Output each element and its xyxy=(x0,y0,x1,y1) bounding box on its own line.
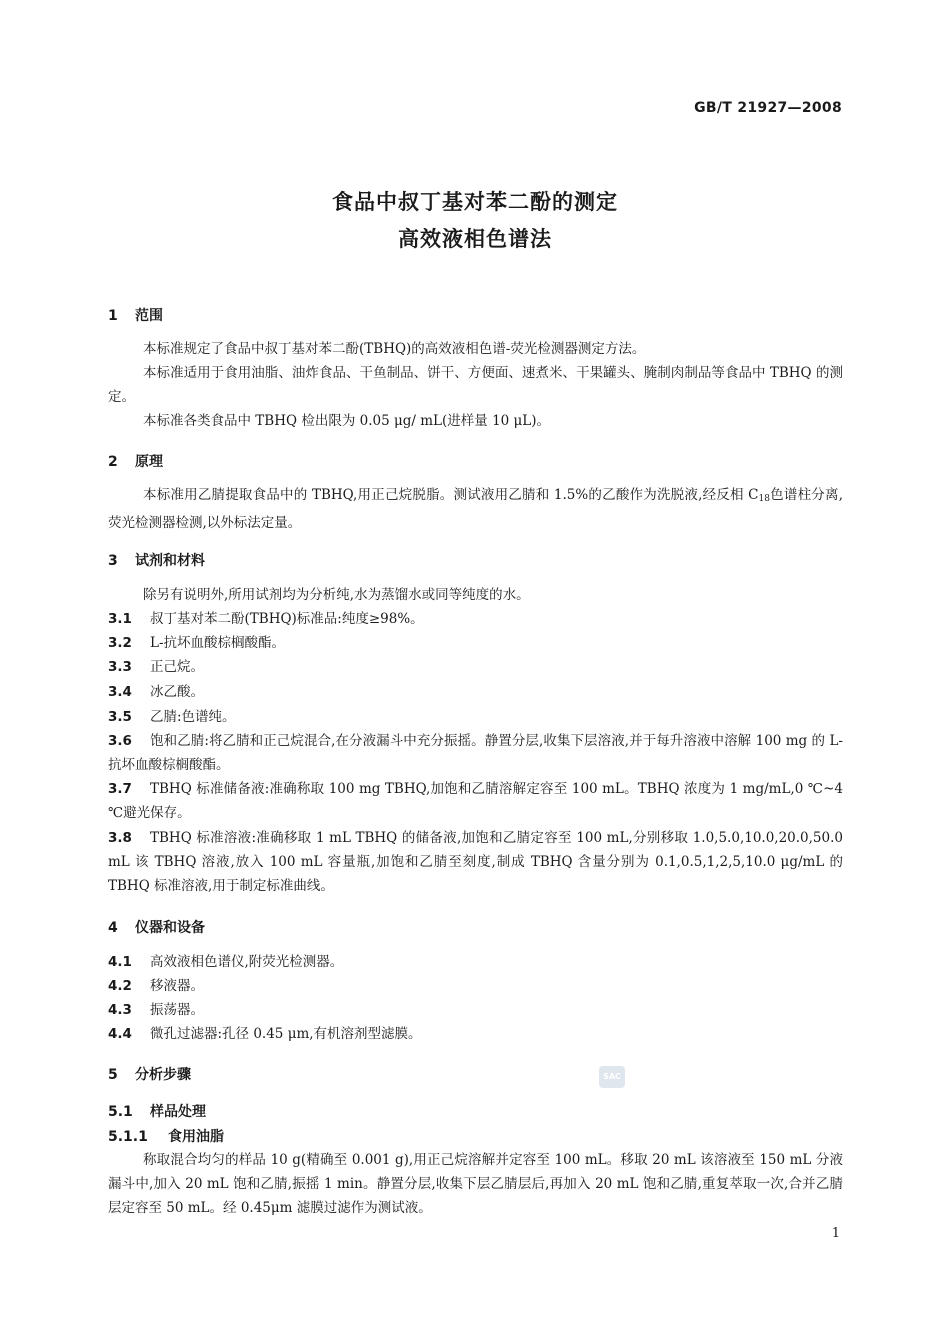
paragraph xyxy=(108,483,843,535)
document-title: 食品中叔丁基对苯二酚的测定 xyxy=(332,190,618,214)
item-number: 3.6 xyxy=(108,733,132,749)
page-number: 1 xyxy=(831,1226,840,1241)
section-number: 5.1 xyxy=(108,1104,133,1120)
subsection-5-1-heading xyxy=(108,1101,206,1121)
section-number: 4 xyxy=(108,920,118,936)
item-text: 叔丁基对苯二酚(TBHQ)标准品:纯度≥98%。 xyxy=(150,611,424,627)
item-number: 3.3 xyxy=(108,659,132,675)
section-3-heading xyxy=(108,550,205,570)
list-item xyxy=(108,950,843,974)
list-item xyxy=(108,826,843,898)
list-item xyxy=(108,680,843,704)
item-text: 饱和乙腈:将乙腈和正己烷混合,在分液漏斗中充分振摇。静置分层,收集下层溶液,并于每升溶液中溶解 100 mg 的 L-抗坏血酸棕榈酸酯。 xyxy=(108,733,843,773)
section-1-heading xyxy=(108,305,163,325)
item-text: 移液器。 xyxy=(150,978,204,994)
list-item xyxy=(108,1022,843,1046)
paragraph: 本标准各类食品中 TBHQ 检出限为 0.05 μg/ mL(进样量 10 μL)。 xyxy=(143,413,551,429)
item-number: 3.4 xyxy=(108,684,132,700)
document-subtitle: 高效液相色谱法 xyxy=(398,227,552,251)
list-item xyxy=(108,607,843,631)
subsection-5-1-1-heading xyxy=(108,1126,224,1146)
section-title: 范围 xyxy=(135,308,163,324)
item-number: 3.2 xyxy=(108,635,132,651)
item-number: 3.7 xyxy=(108,781,132,797)
section-5-heading xyxy=(108,1064,191,1084)
sac-watermark-logo: SAC xyxy=(599,1066,625,1088)
item-number: 3.5 xyxy=(108,709,132,725)
section-number: 1 xyxy=(108,308,118,324)
item-text: 高效液相色谱仪,附荧光检测器。 xyxy=(150,954,344,970)
item-number: 3.8 xyxy=(108,830,132,846)
item-text: 微孔过滤器:孔径 0.45 μm,有机溶剂型滤膜。 xyxy=(150,1026,422,1042)
section-title: 试剂和材料 xyxy=(135,553,205,569)
list-item xyxy=(108,974,843,998)
paragraph: 除另有说明外,所用试剂均为分析纯,水为蒸馏水或同等纯度的水。 xyxy=(143,587,530,603)
item-text: 振荡器。 xyxy=(150,1002,204,1018)
list-item xyxy=(108,705,843,729)
section-title: 分析步骤 xyxy=(135,1067,191,1083)
item-text: 冰乙酸。 xyxy=(150,684,204,700)
text-run: 本标准用乙腈提取食品中的 TBHQ,用正己烷脱脂。测试液用乙腈和 1.5%的乙酸作为洗脱液,经反相 C xyxy=(143,487,759,503)
paragraph: 本标准适用于食用油脂、油炸食品、干鱼制品、饼干、方便面、速煮米、干果罐头、腌制肉制品等食品中 TBHQ 的测定。 xyxy=(108,365,843,405)
section-number: 5.1.1 xyxy=(108,1129,148,1145)
paragraph: 称取混合均匀的样品 10 g(精确至 0.001 g),用正己烷溶解并定容至 100 mL。移取 20 mL 该溶液至 150 mL 分液漏斗中,加入 20 mL 饱和乙腈,振摇 1 min。静置分层,收集下层乙腈层后,再加入 20 mL 饱和乙腈,重复萃取一次,合并乙腈层定容至 50 mL。经 0.45μm 滤膜过滤作为测试液。 xyxy=(108,1152,843,1216)
list-item xyxy=(108,655,843,679)
text-run: 色谱柱分离,荧光检测器检测,以外标法定量。 xyxy=(108,487,843,531)
item-text: TBHQ 标准溶液:准确移取 1 mL TBHQ 的储备液,加饱和乙腈定容至 100 mL,分别移取 1.0,5.0,10.0,20.0,50.0 mL 该 TBHQ 溶液,放入 100 mL 容量瓶,加饱和乙腈至刻度,制成 TBHQ 含量分别为 0.1,0.5,1,2,5,10.0 μg/mL 的 TBHQ 标准溶液,用于制定标准曲线。 xyxy=(108,830,843,894)
section-2-heading xyxy=(108,451,163,471)
item-number: 4.4 xyxy=(108,1026,132,1042)
paragraph: 本标准规定了食品中叔丁基对苯二酚(TBHQ)的高效液相色谱-荧光检测器测定方法。 xyxy=(143,341,646,357)
list-item xyxy=(108,729,843,777)
item-text: L-抗坏血酸棕榈酸酯。 xyxy=(150,635,286,651)
list-item xyxy=(108,777,843,825)
item-text: 乙腈:色谱纯。 xyxy=(150,709,236,725)
item-number: 4.1 xyxy=(108,954,132,970)
list-item xyxy=(108,998,843,1022)
section-number: 5 xyxy=(108,1067,118,1083)
section-title: 仪器和设备 xyxy=(135,920,205,936)
standard-number: GB/T 21927—2008 xyxy=(694,100,842,116)
section-number: 2 xyxy=(108,454,118,470)
section-title: 食用油脂 xyxy=(168,1129,224,1145)
item-text: 正己烷。 xyxy=(150,659,204,675)
item-text: TBHQ 标准储备液:准确称取 100 mg TBHQ,加饱和乙腈溶解定容至 100 mL。TBHQ 浓度为 1 mg/mL,0 ℃~4 ℃避光保存。 xyxy=(108,781,843,821)
item-number: 3.1 xyxy=(108,611,132,627)
section-number: 3 xyxy=(108,553,118,569)
item-number: 4.2 xyxy=(108,978,132,994)
section-4-heading xyxy=(108,917,205,937)
section-title: 样品处理 xyxy=(150,1104,206,1120)
item-number: 4.3 xyxy=(108,1002,132,1018)
section-title: 原理 xyxy=(135,454,163,470)
subscript: 18 xyxy=(758,494,770,504)
list-item xyxy=(108,631,843,655)
